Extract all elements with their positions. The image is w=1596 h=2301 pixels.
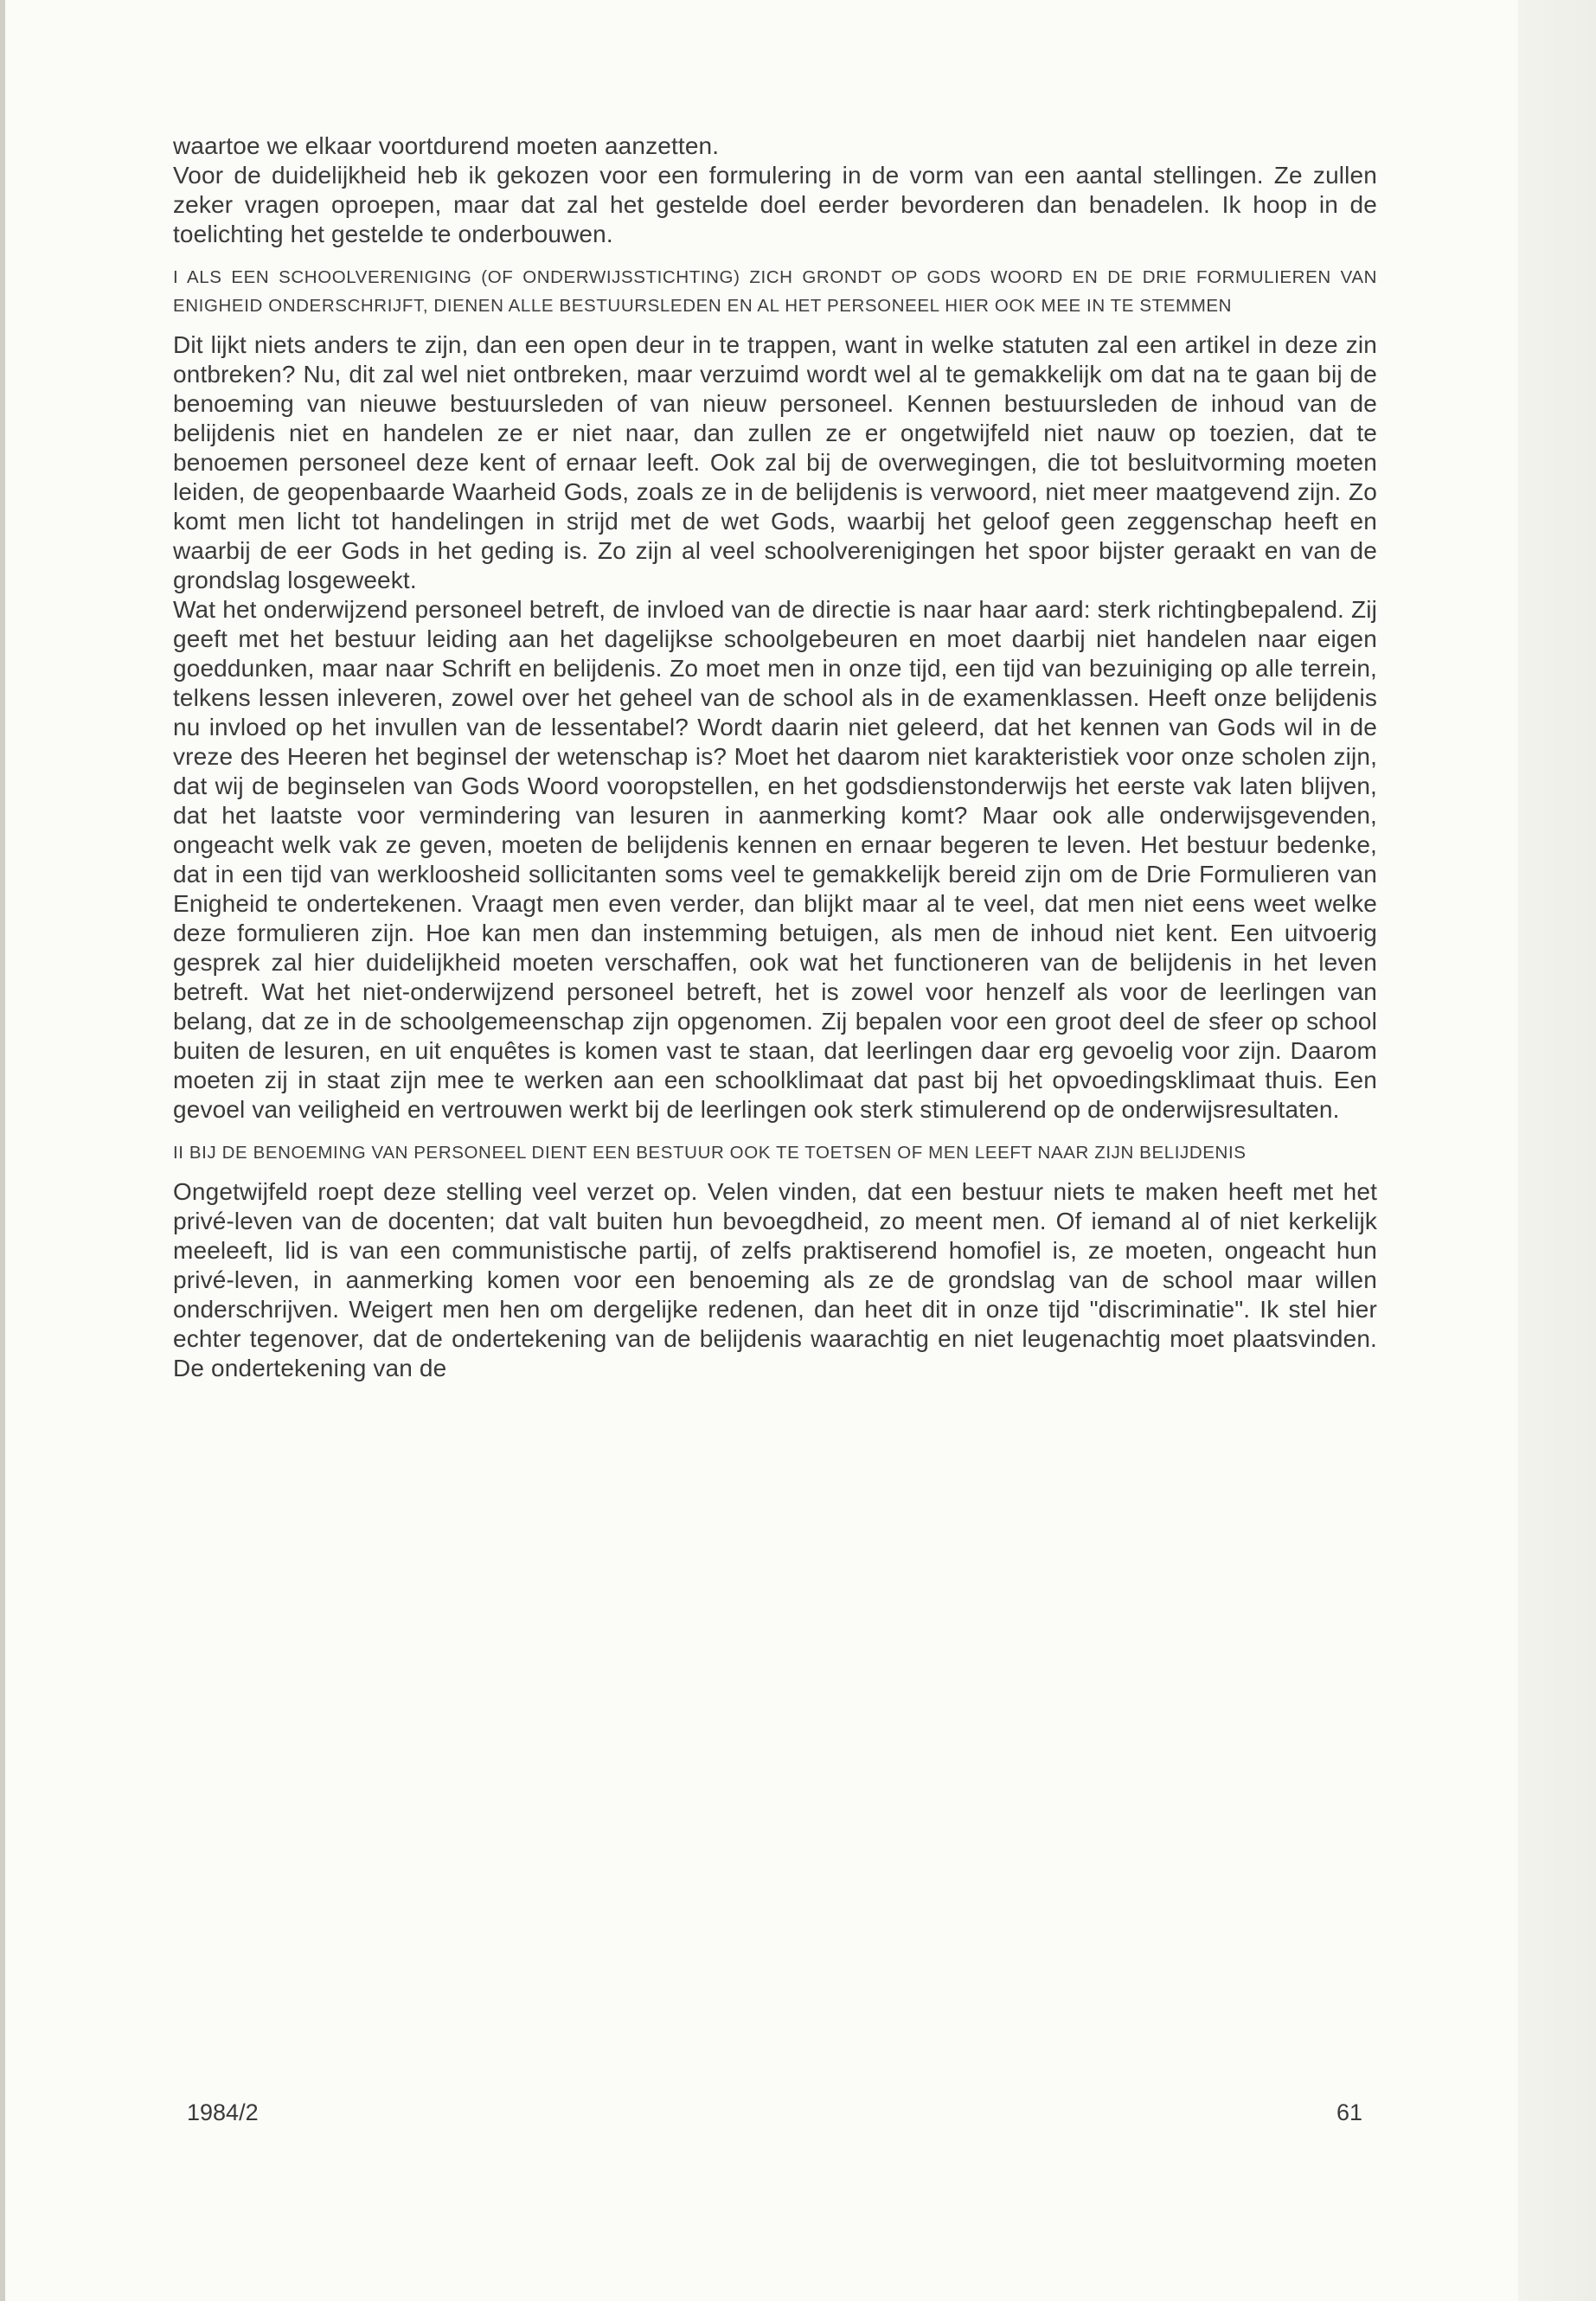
scan-left-edge <box>0 0 5 2301</box>
paragraph-thesis-1-b: Wat het onderwijzend personeel betreft, de invloed van de directie is naar haar aard: sterk richtingbepalend. Zij geeft met het bestuur leiding aan het dagelijkse schoolgebeuren en moet daarbij niet handelen naar eigen goeddunken, maar naar Schrift en belijdenis. Zo moet men in onze tijd, een tijd van bezuiniging op alle terrein, telkens lessen inleveren, zowel over het geheel van de school als in de examenklassen. Heeft onze belijdenis nu invloed op het invullen van de lessentabel? Wordt daarin niet geleerd, dat het kennen van Gods wil in de vreze des Heeren het beginsel der wetenschap is? Moet het daarom niet karakteristiek voor onze scholen zijn, dat wij de beginselen van Gods Woord vooropstellen, en het godsdienstonderwijs het eerste vak laten blijven, dat het laatste voor vermindering van lesuren in aanmerking komt? Maar ook alle onderwijsgevenden, ongeacht welk vak ze geven, moeten de belijdenis kennen en ernaar begeren te leven. Het bestuur bedenke, dat in een tijd van werkloosheid sollicitanten soms veel te gemakkelijk bereid zijn om de Drie Formulieren van Enigheid te ondertekenen. Vraagt men even verder, dan blijkt maar al te veel, dat men niet eens weet welke deze formulieren zijn. Hoe kan men dan instemming betuigen, als men de inhoud niet kent. Een uitvoerig gesprek zal hier duidelijkheid moeten verschaffen, ook wat het functioneren van de belijdenis in het leven betreft. Wat het niet-onderwijzend personeel betreft, het is zowel voor henzelf als voor de leerlingen van belang, dat ze in de schoolgemeenschap zijn opgenomen. Zij bepalen voor een groot deel de sfeer op school buiten de lesuren, en uit enquêtes is komen vast te staan, dat leerlingen daar erg gevoelig voor zijn. Daarom moeten zij in staat zijn mee te werken aan een schoolklimaat dat past bij het opvoedingsklimaat thuis. Een gevoel van veiligheid en vertrouwen werkt bij de leerlingen ook sterk stimulerend op de onderwijsresultaten. <box>173 596 1377 1123</box>
thesis-heading-2: II BIJ DE BENOEMING VAN PERSONEEL DIENT EEN BESTUUR OOK TE TOETSEN OF MEN LEEFT NAAR ZIJN BELIJDENIS <box>173 1143 1247 1163</box>
article-body <box>173 131 1377 1383</box>
paragraph-thesis-1-a: Dit lijkt niets anders te zijn, dan een open deur in te trappen, want in welke statuten zal een artikel in deze zin ontbreken? Nu, dit zal wel niet ontbreken, maar verzuimd wordt wel al te gemakkelijk om dat na te gaan bij de benoeming van nieuwe bestuursleden of van nieuw personeel. Kennen bestuursleden de inhoud van de belijdenis niet en handelen ze er niet naar, dan zullen ze er ongetwijfeld niet nauw op toezien, dat te benoemen personeel deze kent of ernaar leeft. Ook zal bij de overwegingen, die tot besluitvorming moeten leiden, de geopenbaarde Waarheid Gods, zoals ze in de belijdenis is verwoord, niet meer maatgevend zijn. Zo komt men licht tot handelingen in strijd met de wet Gods, waarbij het geloof geen zeggenschap heeft en waarbij de eer Gods in het geding is. Zo zijn al veel schoolverenigingen het spoor bijster geraakt en van de grondslag losgeweekt. <box>173 331 1377 593</box>
issue-number: 1984/2 <box>187 2099 259 2125</box>
paragraph-intro: Voor de duidelijkheid heb ik gekozen voor een formulering in de vorm van een aantal stellingen. Ze zullen zeker vragen oproepen, maar dat zal het gestelde doel eerder bevorderen dan benadelen. Ik hoop in de toelichting het gestelde te onderbouwen. <box>173 162 1377 247</box>
paragraph-thesis-2: Ongetwijfeld roept deze stelling veel verzet op. Velen vinden, dat een bestuur niets te maken heeft met het privé-leven van de docenten; dat valt buiten hun bevoegdheid, zo meent men. Of iemand al of niet kerkelijk meeleeft, lid is van een communistische partij, of zelfs praktiserend homofiel is, ze moeten, ongeacht hun privé-leven, in aanmerking komen voor een benoeming als ze de grondslag van de school maar willen onderschrijven. Weigert men hen om dergelijke redenen, dan heet dit in onze tijd "discriminatie". Ik stel hier echter tegenover, dat de ondertekening van de belijdenis waarachtig en niet leugenachtig moet plaatsvinden. De ondertekening van de <box>173 1178 1377 1381</box>
paragraph-intro-end: waartoe we elkaar voortdurend moeten aanzetten. <box>173 132 720 159</box>
scan-right-margin <box>1518 0 1596 2301</box>
page-number: 61 <box>1336 2099 1363 2125</box>
thesis-heading-1: I ALS EEN SCHOOLVERENIGING (OF ONDERWIJSSTICHTING) ZICH GRONDT OP GODS WOORD EN DE DRIE FORMULIEREN VAN ENIGHEID ONDERSCHRIJFT, DIENEN ALLE BESTUURSLEDEN EN AL HET PERSONEEL HIER OOK MEE IN TE STEMMEN <box>173 267 1377 316</box>
